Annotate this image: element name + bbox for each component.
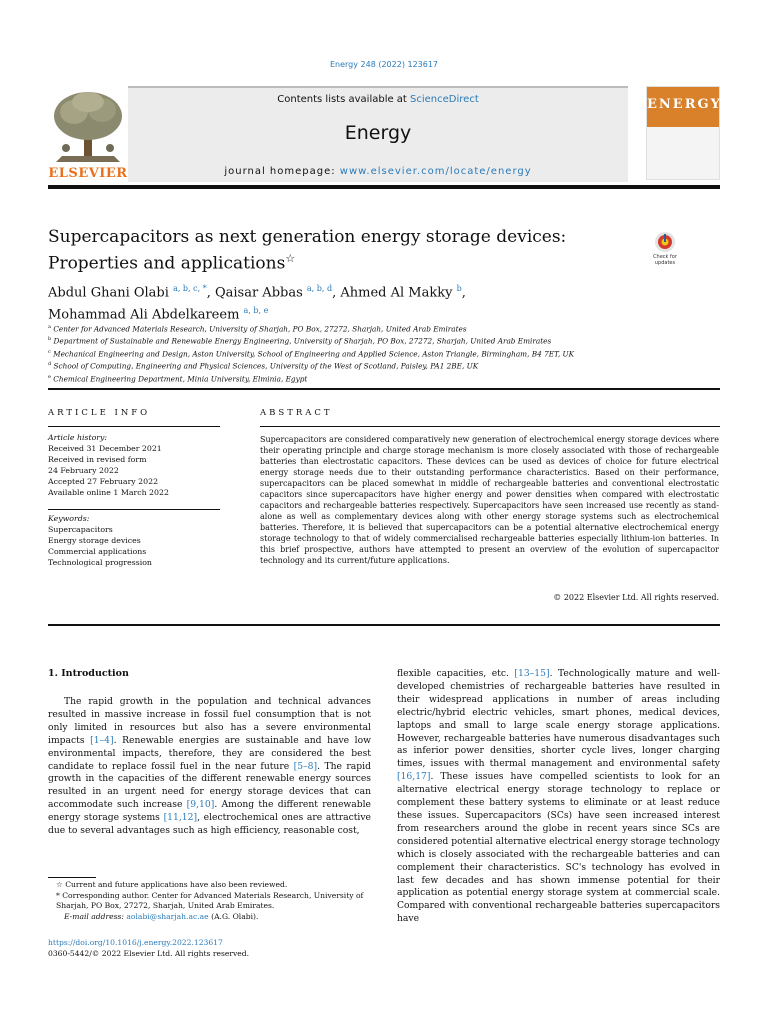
affiliation-text: Chemical Engineering Department, Minia University, Elminia, Egypt: [53, 374, 308, 384]
check-updates-label: Check for updates: [653, 254, 677, 266]
history-item: Available online 1 March 2022: [48, 488, 169, 497]
history-item: Received in revised form: [48, 455, 147, 464]
keywords: [48, 513, 220, 568]
body-rule: [48, 624, 720, 626]
affiliation-item: [48, 359, 708, 371]
text-run: . Renewable energies are sustainable and have low environmental impacts, therefore, they are considered the best candidate to replace fossil fuel in the near future: [48, 734, 372, 772]
journal-citation[interactable]: Energy 248 (2022) 123617: [329, 60, 439, 69]
intro-left-column: [48, 696, 371, 838]
article-history: [48, 432, 220, 498]
author-affiliation-marks[interactable]: a, b, d: [306, 284, 333, 293]
text-run: , electrochemical ones are attractive due to several advantages such as high efficiency, reasonable cost,: [48, 812, 371, 837]
history-item: Accepted 27 February 2022: [48, 477, 159, 486]
author-name[interactable]: Qaisar Abbas: [214, 285, 303, 301]
abstract-heading: ABSTRACT: [260, 408, 333, 418]
abstract-text: Supercapacitors are considered comparatively new generation of electrochemical energy storage devices where their operating principle and charge storage mechanism is more closely associated with those of rechargeable batteries than electrostatic capacitors. These devices can be used as devices of choice for future electrical energy storage needs due to their outstanding performance characteristics. Based on their performance, supercapacitors can be placed somewhat in middle of rechargeable batteries and conventional electrostatic capacitors since supercapacitors have higher energy and power densities when compared with electrostatic capacitors and rechargeable batteries respectively. Supercapacitors have seen increased use recently as stand-alone as well as complementary devices along with other energy storage systems such as electrochemical batteries. Therefore, it is believed that supercapacitors can be a potential alternative electrochemical energy storage technology to that of widely commercialised rechargeable batteries especially lithium-ion batteries. In this brief prospective, authors have attempted to present an overview of the evolution of supercapacitor technology and its current/future applications.: [260, 435, 719, 565]
author-separator: ,: [461, 285, 466, 301]
contents-prefix: Contents lists available at: [277, 94, 411, 105]
affiliation-text: Mechanical Engineering and Design, Aston University, School of Engineering and Applied Science, Aston Triangle, Birmingham, B4 7ET, UK: [53, 349, 575, 359]
author-affiliation-marks[interactable]: a, b, c, *: [173, 284, 207, 293]
keywords-rule: [48, 509, 220, 510]
journal-homepage: [128, 166, 628, 177]
article-info-heading: ARTICLE INFO: [48, 408, 151, 418]
affiliation-text: Department of Sustainable and Renewable Energy Engineering, University of Sharjah, PO Box, 27272, Sharjah, United Arab Emirates: [53, 336, 552, 346]
homepage-link[interactable]: www.elsevier.com/locate/energy: [339, 166, 532, 177]
keyword-item[interactable]: Energy storage devices: [48, 536, 141, 545]
history-list: [48, 443, 220, 498]
history-item: Received 31 December 2021: [48, 444, 162, 453]
keyword-item[interactable]: Technological progression: [48, 558, 152, 567]
doi-link[interactable]: https://doi.org/10.1016/j.energy.2022.123617: [48, 938, 223, 947]
footnote-rule: [48, 877, 96, 878]
tree-icon: [48, 86, 128, 166]
affiliation-item: [48, 334, 708, 346]
cover-title: ENERGY: [647, 97, 722, 112]
reference-link[interactable]: [5–8]: [293, 760, 318, 772]
author-name[interactable]: Mohammad Ali Abdelkareem: [48, 307, 240, 323]
info-rule: [48, 426, 220, 427]
journal-box: [128, 86, 628, 182]
text-run: . Among the different renewable energy storage systems: [48, 799, 371, 824]
affiliation-key: b: [48, 336, 52, 343]
check-for-updates-badge[interactable]: [646, 230, 684, 268]
author-affiliation-marks[interactable]: b: [456, 284, 462, 293]
reference-link[interactable]: [13–15]: [514, 668, 550, 679]
introduction-heading: 1. Introduction: [48, 668, 129, 679]
author-list: [48, 280, 688, 325]
history-item: 24 February 2022: [48, 466, 119, 475]
affiliation-key: c: [48, 348, 51, 355]
affiliation-item: [48, 372, 708, 384]
text-run: flexible capacities, etc.: [397, 668, 515, 679]
reference-link[interactable]: [11,12]: [163, 812, 198, 824]
affiliation-list: [48, 322, 708, 384]
affiliation-key: e: [48, 373, 51, 380]
email-label: E-mail address:: [64, 911, 127, 921]
author-separator: ,: [206, 285, 215, 301]
keyword-item[interactable]: Supercapacitors: [48, 525, 113, 534]
footnotes: [48, 880, 371, 922]
keywords-label: Keywords:: [48, 514, 90, 523]
email-link[interactable]: aolabi@sharjah.ac.ae: [126, 911, 209, 921]
contents-line: [128, 94, 628, 105]
section-rule: [48, 388, 720, 390]
affiliation-item: [48, 322, 708, 334]
text-run: . Technologically mature and well-developed chemistries of rechargeable batteries have resulted in their widespread applications in number of areas including electric/hybrid electric vehicles, smart phones, medical devices, laptops and small to large scale energy storage applications. However, rechargeable batteries have numerous disadvantages such as inferior power densities, shorter cycle lives, longer charging times, issues with thermal management and environmental safety: [397, 668, 720, 770]
author-name[interactable]: Abdul Ghani Olabi: [48, 285, 169, 301]
footnote-corresponding: * Corresponding author. Center for Advanced Materials Research, University of Sharjah, PO Box, 27272, Sharjah, United Arab Emirates.: [56, 890, 364, 910]
article-title: [48, 226, 628, 275]
footnote-title: ☆ Current and future applications have also been reviewed.: [56, 880, 288, 889]
sciencedirect-link[interactable]: ScienceDirect: [410, 94, 479, 105]
text-run: The rapid growth in the population and technical advances resulted in massive increase in fossil fuel consumption that is not only limited in resources but also has a severe environmental impacts: [48, 696, 371, 746]
abstract-copyright: © 2022 Elsevier Ltd. All rights reserved.: [553, 593, 719, 602]
intro-paragraph: [48, 696, 371, 838]
homepage-prefix: journal homepage:: [224, 166, 340, 177]
journal-header: [48, 86, 720, 182]
author-affiliation-marks[interactable]: a, b, e: [243, 306, 269, 316]
journal-cover[interactable]: [646, 86, 720, 180]
reference-link[interactable]: [9,10]: [186, 799, 215, 811]
affiliation-key: a: [48, 324, 51, 330]
affiliation-key: d: [48, 361, 52, 368]
doi-block: [48, 937, 249, 959]
article-title-text: Supercapacitors as next generation energy storage devices: Properties and applications: [48, 227, 567, 274]
intro-right-column: [397, 668, 720, 926]
footnote-email: [48, 912, 371, 923]
affiliation-item: [48, 347, 708, 359]
email-suffix: (A.G. Olabi).: [208, 911, 259, 921]
reference-link[interactable]: [1–4]: [90, 734, 114, 746]
journal-name: Energy: [344, 122, 412, 144]
keyword-item[interactable]: Commercial applications: [48, 547, 147, 556]
text-run: . These issues have compelled scientists to look for an alternative electrical energy storage technology to replace or complement these battery systems to eliminate or at least reduce these issues. Supercapacitors (SCs) have seen increased interest from researchers around the globe in recent years since SCs are considered potential alternative electrical energy storage technology which is closely associated with the rechargeable batteries and can complement their characteristics. SC's technology has evolved in last few decades and has shown immense potential for their application as potential energy storage system at commercial scale. Compared with conventional rechargeable batteries supercapacitors have: [397, 771, 720, 925]
affiliation-text: Center for Advanced Materials Research, University of Sharjah, PO Box, 27272, Sharjah, United Arab Emirates: [53, 324, 467, 334]
header-rule: [48, 185, 720, 189]
title-footnote-mark[interactable]: ☆: [285, 252, 296, 265]
check-updates-icon: [646, 230, 684, 254]
text-run: . The rapid growth in the capacities of the different renewable energy sources resulted in an urgent need for energy storage devices that can accommodate such increase: [48, 760, 371, 811]
history-label: Article history:: [48, 433, 108, 442]
author-name[interactable]: Ahmed Al Makky: [340, 285, 453, 301]
abstract-rule: [260, 426, 720, 427]
keyword-list: [48, 524, 220, 568]
author-separator: ,: [332, 285, 341, 301]
elsevier-logo: [48, 86, 128, 180]
affiliation-text: School of Computing, Engineering and Physical Sciences, University of the West of Scotland, Paisley, PA1 2BE, UK: [53, 361, 479, 371]
publisher-name: ELSEVIER: [48, 166, 128, 181]
reference-link[interactable]: [16,17]: [397, 771, 431, 783]
issn-line: 0360-5442/© 2022 Elsevier Ltd. All rights reserved.: [48, 949, 250, 958]
